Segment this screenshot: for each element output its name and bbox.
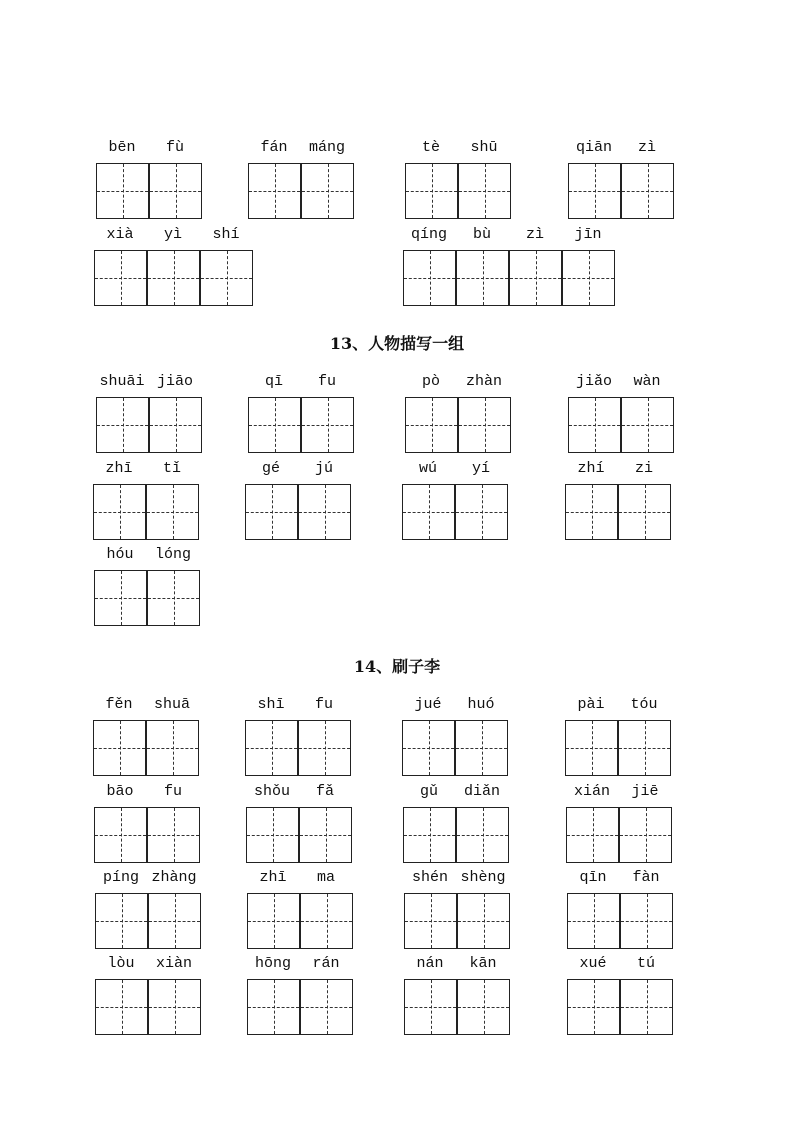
pinyin-label: bāo	[106, 783, 134, 800]
writing-grid-cell[interactable]	[455, 720, 508, 776]
pinyin-label: shǒu	[253, 783, 290, 800]
pinyin-label: fěn	[105, 696, 133, 713]
pinyin-label: nán	[416, 955, 444, 972]
writing-grid-cell[interactable]	[298, 484, 351, 540]
pinyin-label: zhí	[577, 460, 605, 477]
writing-grid-cell[interactable]	[456, 807, 509, 863]
writing-grid-cell[interactable]	[458, 163, 511, 219]
pinyin-label: tǐ	[162, 460, 181, 477]
writing-grid-cell[interactable]	[621, 163, 674, 219]
pinyin-label: zhī	[259, 869, 287, 886]
writing-grid-cell[interactable]	[247, 979, 300, 1035]
pinyin-label: pò	[421, 373, 440, 390]
pinyin-label: ma	[316, 869, 335, 886]
pinyin-label: rán	[312, 955, 340, 972]
pinyin-label: diǎn	[463, 783, 500, 800]
writing-grid-cell[interactable]	[245, 720, 298, 776]
writing-grid-cell[interactable]	[95, 979, 148, 1035]
writing-grid-cell[interactable]	[402, 720, 455, 776]
pinyin-label: zhī	[105, 460, 133, 477]
writing-grid-cell[interactable]	[403, 250, 456, 306]
pinyin-label: tóu	[630, 696, 658, 713]
writing-grid-cell[interactable]	[619, 807, 672, 863]
pinyin-label: shī	[257, 696, 285, 713]
pinyin-label: qī	[264, 373, 283, 390]
pinyin-label: shuāi	[99, 373, 145, 390]
pinyin-label: fàn	[632, 869, 660, 886]
pinyin-label: xià	[106, 226, 134, 243]
pinyin-label: xiàn	[155, 955, 192, 972]
pinyin-label: bēn	[108, 139, 136, 156]
writing-grid-cell[interactable]	[402, 484, 455, 540]
writing-grid-cell[interactable]	[509, 250, 562, 306]
writing-grid-cell[interactable]	[95, 893, 148, 949]
pinyin-label: xué	[579, 955, 607, 972]
pinyin-label: jiē	[631, 783, 659, 800]
writing-grid-cell[interactable]	[404, 979, 457, 1035]
writing-grid-cell[interactable]	[404, 893, 457, 949]
writing-grid-cell[interactable]	[299, 807, 352, 863]
writing-grid-cell[interactable]	[246, 807, 299, 863]
writing-grid-cell[interactable]	[300, 893, 353, 949]
writing-grid-cell[interactable]	[147, 807, 200, 863]
writing-grid-cell[interactable]	[146, 484, 199, 540]
writing-grid-cell[interactable]	[301, 163, 354, 219]
writing-grid-cell[interactable]	[405, 397, 458, 453]
writing-grid-cell[interactable]	[621, 397, 674, 453]
writing-grid-cell[interactable]	[567, 979, 620, 1035]
pinyin-label: shèng	[460, 869, 506, 886]
pinyin-label: shén	[411, 869, 448, 886]
pinyin-label: tè	[421, 139, 440, 156]
pinyin-label: fǎ	[315, 783, 334, 800]
writing-grid-cell[interactable]	[94, 250, 147, 306]
writing-grid-cell[interactable]	[565, 484, 618, 540]
pinyin-label: gǔ	[419, 783, 438, 800]
writing-grid-cell[interactable]	[148, 893, 201, 949]
writing-grid-cell[interactable]	[248, 163, 301, 219]
writing-grid-cell[interactable]	[248, 397, 301, 453]
writing-grid-cell[interactable]	[94, 807, 147, 863]
writing-grid-cell[interactable]	[618, 720, 671, 776]
pinyin-label: píng	[102, 869, 139, 886]
writing-grid-cell[interactable]	[149, 397, 202, 453]
section-title-13: 13、人物描写一组	[329, 334, 465, 353]
writing-grid-cell[interactable]	[148, 979, 201, 1035]
section-title-14: 14、刷子李	[353, 657, 441, 676]
pinyin-label: jiǎo	[575, 373, 612, 390]
writing-grid-cell[interactable]	[457, 893, 510, 949]
pinyin-label: lóng	[154, 546, 191, 563]
writing-grid-cell[interactable]	[457, 979, 510, 1035]
pinyin-label: wú	[418, 460, 437, 477]
pinyin-label: zi	[634, 460, 653, 477]
writing-grid-cell[interactable]	[147, 250, 200, 306]
pinyin-label: pài	[577, 696, 605, 713]
writing-grid-cell[interactable]	[566, 807, 619, 863]
pinyin-label: fù	[165, 139, 184, 156]
writing-grid-cell[interactable]	[562, 250, 615, 306]
writing-grid-cell[interactable]	[96, 163, 149, 219]
pinyin-label: shū	[470, 139, 498, 156]
pinyin-label: qiān	[575, 139, 612, 156]
writing-grid-cell[interactable]	[620, 979, 673, 1035]
writing-grid-cell[interactable]	[567, 893, 620, 949]
writing-grid-cell[interactable]	[245, 484, 298, 540]
writing-grid-cell[interactable]	[456, 250, 509, 306]
pinyin-label: qíng	[410, 226, 447, 243]
writing-grid-cell[interactable]	[298, 720, 351, 776]
writing-grid-cell[interactable]	[568, 397, 621, 453]
pinyin-label: zhàng	[151, 869, 197, 886]
pinyin-label: fu	[317, 373, 336, 390]
pinyin-label: zì	[525, 226, 544, 243]
pinyin-label: hóu	[106, 546, 134, 563]
writing-grid-cell[interactable]	[147, 570, 200, 626]
pinyin-label: zhàn	[465, 373, 502, 390]
writing-grid-cell[interactable]	[405, 163, 458, 219]
writing-grid-cell[interactable]	[93, 484, 146, 540]
pinyin-label: xián	[573, 783, 610, 800]
pinyin-label: jué	[414, 696, 442, 713]
writing-grid-cell[interactable]	[300, 979, 353, 1035]
pinyin-label: huó	[467, 696, 495, 713]
pinyin-label: fu	[314, 696, 333, 713]
pinyin-label: gé	[261, 460, 280, 477]
writing-grid-cell[interactable]	[149, 163, 202, 219]
pinyin-label: shuā	[153, 696, 190, 713]
pinyin-label: jiāo	[156, 373, 193, 390]
pinyin-label: kān	[469, 955, 497, 972]
pinyin-label: zì	[637, 139, 656, 156]
pinyin-label: yí	[471, 460, 490, 477]
writing-grid-cell[interactable]	[200, 250, 253, 306]
pinyin-label: máng	[308, 139, 345, 156]
writing-grid-cell[interactable]	[96, 397, 149, 453]
writing-grid-cell[interactable]	[146, 720, 199, 776]
pinyin-label: shí	[212, 226, 240, 243]
writing-grid-cell[interactable]	[301, 397, 354, 453]
pinyin-label: tú	[636, 955, 655, 972]
writing-grid-cell[interactable]	[458, 397, 511, 453]
writing-grid-cell[interactable]	[93, 720, 146, 776]
pinyin-label: fán	[260, 139, 288, 156]
writing-grid-cell[interactable]	[403, 807, 456, 863]
writing-grid-cell[interactable]	[247, 893, 300, 949]
pinyin-label: jú	[314, 460, 333, 477]
writing-grid-cell[interactable]	[620, 893, 673, 949]
pinyin-label: jīn	[574, 226, 602, 243]
writing-grid-cell[interactable]	[568, 163, 621, 219]
pinyin-label: wàn	[633, 373, 661, 390]
writing-grid-cell[interactable]	[618, 484, 671, 540]
pinyin-label: yì	[163, 226, 182, 243]
writing-grid-cell[interactable]	[94, 570, 147, 626]
writing-grid-cell[interactable]	[455, 484, 508, 540]
pinyin-label: lòu	[107, 955, 135, 972]
pinyin-label: qīn	[579, 869, 607, 886]
pinyin-label: fu	[163, 783, 182, 800]
writing-grid-cell[interactable]	[565, 720, 618, 776]
pinyin-label: bù	[472, 226, 491, 243]
pinyin-label: hōng	[254, 955, 291, 972]
